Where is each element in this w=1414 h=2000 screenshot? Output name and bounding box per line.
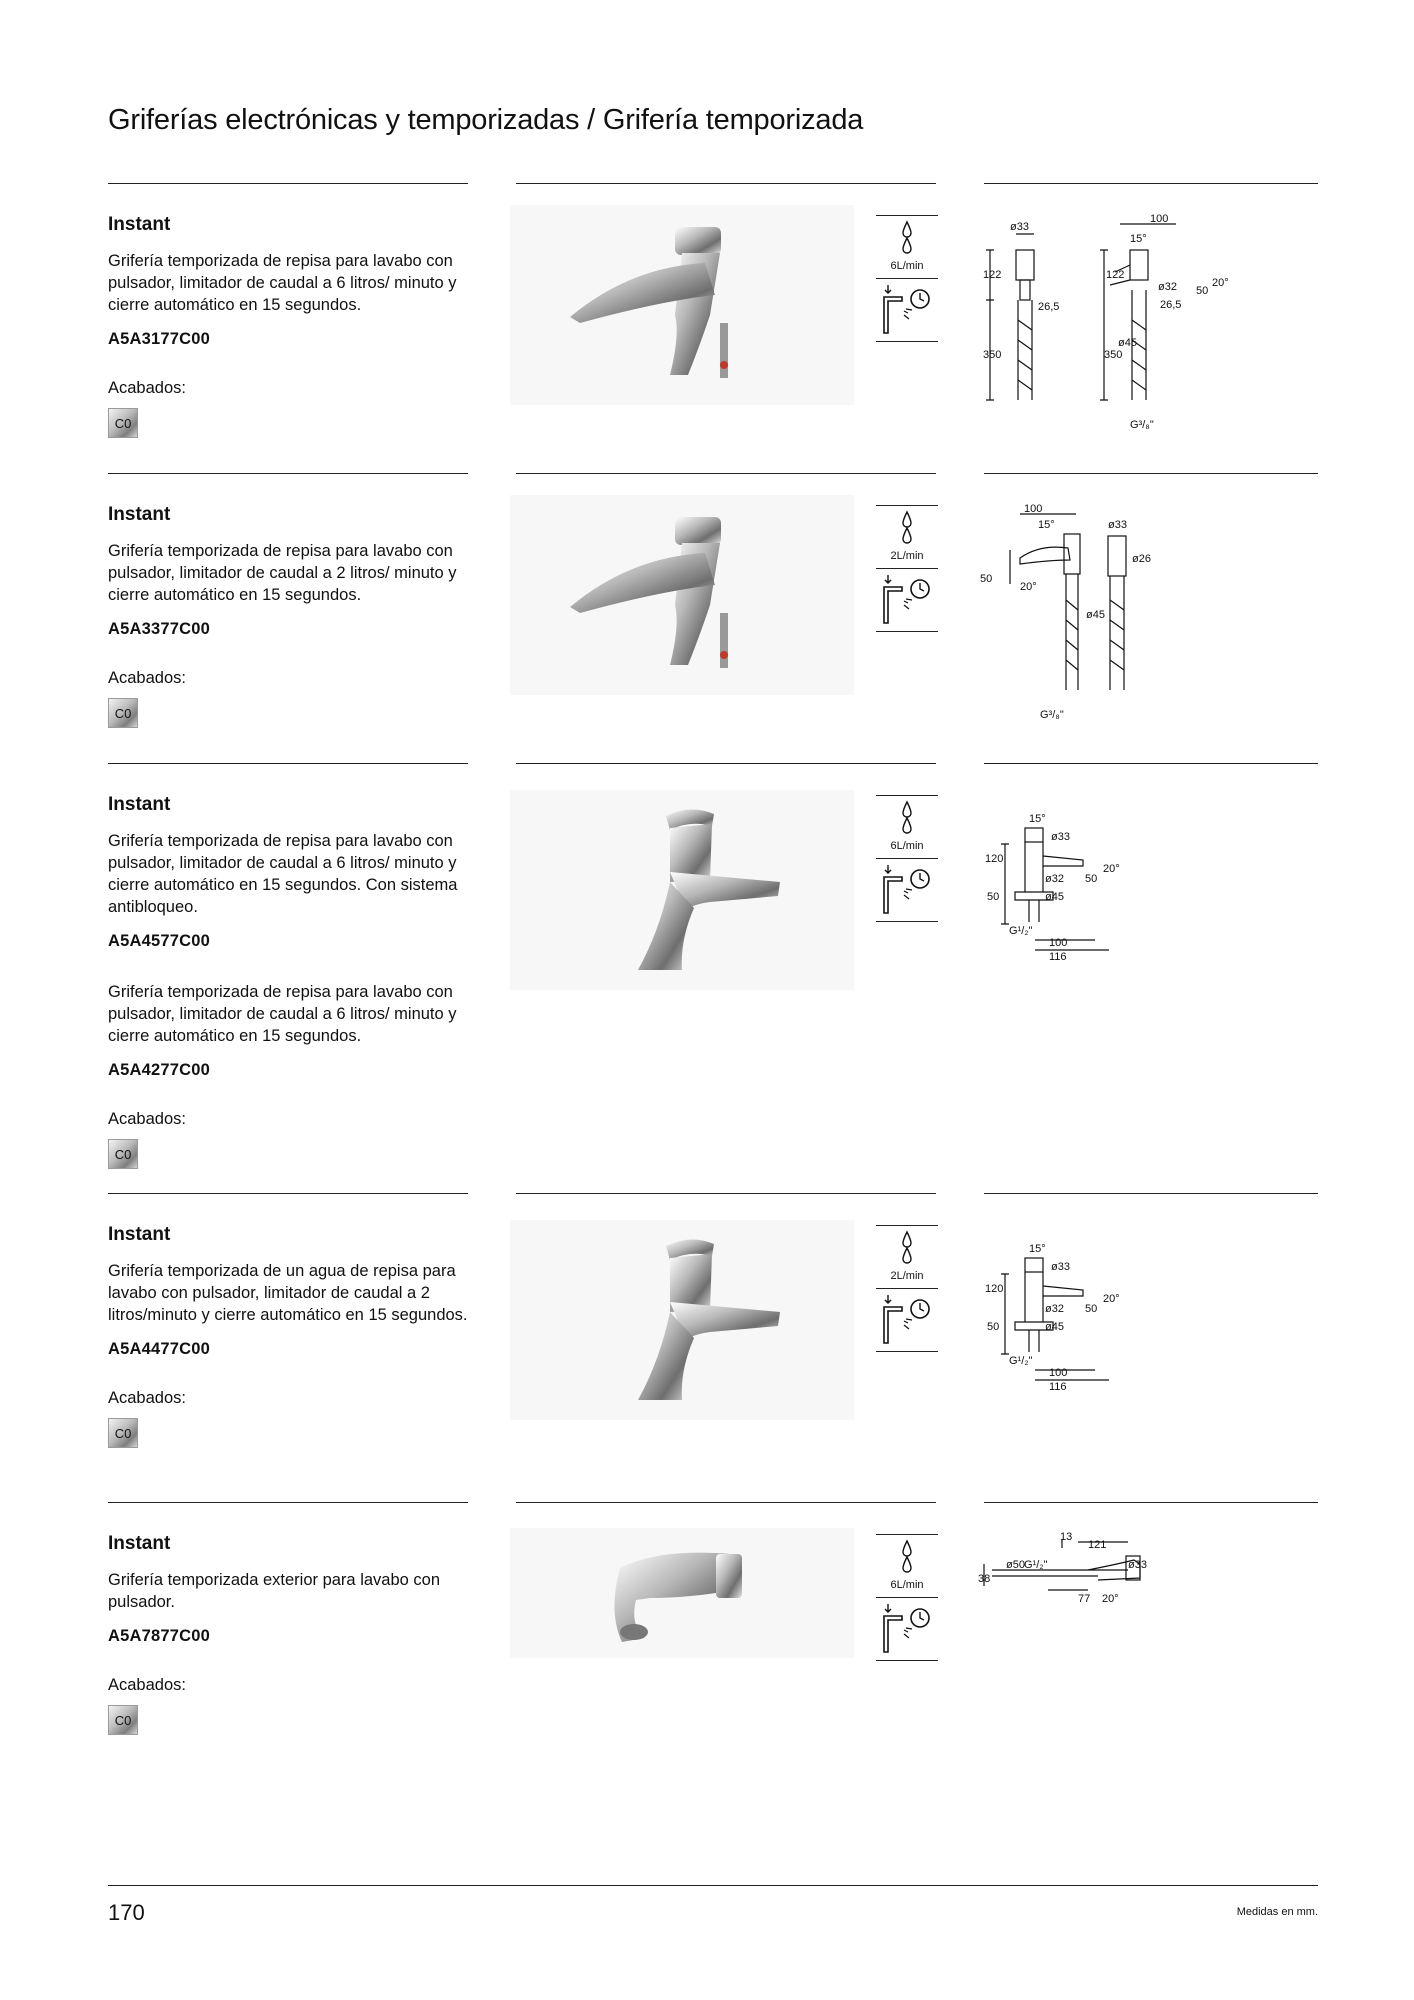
dimension-label: 15° <box>1029 813 1046 825</box>
dimension-label: 121 <box>1088 1539 1107 1551</box>
timed-faucet-icon <box>876 859 938 921</box>
timer-cell <box>876 858 938 922</box>
timer-cell <box>876 1597 938 1661</box>
product-block <box>108 1224 468 1448</box>
dimension-label: 350 <box>983 349 1002 361</box>
finish-swatch[interactable]: C0 <box>108 1705 138 1735</box>
technical-drawing <box>985 1230 1145 1405</box>
product-code: A5A4577C00 <box>108 932 210 950</box>
section-divider <box>108 763 468 764</box>
dimension-label: 120 <box>985 1283 1004 1295</box>
technical-drawing <box>980 500 1200 735</box>
dimension-label: 350 <box>1104 349 1123 361</box>
dimension-label: 100 <box>1049 1367 1068 1379</box>
dimension-label: 122 <box>983 269 1002 281</box>
dimension-label: 15° <box>1130 233 1147 245</box>
timer-cell <box>876 568 938 632</box>
flow-rate-label: 6L/min <box>890 260 924 272</box>
section-divider <box>984 1193 1318 1194</box>
timed-faucet-icon <box>876 569 938 631</box>
dimension-label: 20° <box>1103 863 1120 875</box>
water-drop-icon <box>876 216 938 256</box>
dimension-label: 116 <box>1049 951 1067 963</box>
section-divider <box>516 1502 936 1503</box>
footer-divider <box>108 1885 1318 1886</box>
flow-limit-cell <box>876 1225 938 1288</box>
feature-icons <box>876 215 938 342</box>
finish-swatch[interactable]: C0 <box>108 408 138 438</box>
finishes-label: Acabados: <box>108 379 186 397</box>
dimension-label: 116 <box>1049 1381 1067 1393</box>
product-name: Instant <box>108 504 171 525</box>
finish-swatch[interactable]: C0 <box>108 1139 138 1169</box>
dimension-label: 26,5 <box>1038 301 1060 313</box>
product-photo <box>510 495 854 695</box>
section-divider <box>984 183 1318 184</box>
dimension-label: 100 <box>1024 503 1043 515</box>
product-code: A5A4477C00 <box>108 1340 210 1358</box>
dimension-label: 50 <box>987 891 1000 903</box>
dimension-label: ø26 <box>1132 553 1151 565</box>
timer-cell <box>876 278 938 342</box>
product-name: Instant <box>108 1224 171 1245</box>
dimension-label: ø32 <box>1158 281 1177 293</box>
finishes-label: Acabados: <box>108 1110 186 1128</box>
dimension-label: 20° <box>1103 1293 1120 1305</box>
section-divider <box>108 1502 468 1503</box>
product-name: Instant <box>108 794 171 815</box>
feature-icons <box>876 1225 938 1352</box>
section-divider <box>984 1502 1318 1503</box>
dimension-label: ø50 <box>1006 1559 1025 1571</box>
timed-faucet-icon <box>876 1289 938 1351</box>
technical-drawing <box>985 800 1145 975</box>
dimension-label: 20° <box>1102 1593 1119 1605</box>
feature-icons <box>876 1534 938 1661</box>
water-drop-icon <box>876 796 938 836</box>
dimension-label: ø33 <box>1108 519 1127 531</box>
product-description: Grifería temporizada de repisa para lavabo con pulsador, limitador de caudal a 6 litros/ minuto y cierre automático en 15 segundos. Con sistema antibloqueo. <box>108 832 458 916</box>
product-description: Grifería temporizada exterior para lavabo con pulsador. <box>108 1571 440 1611</box>
dimension-label: ø45 <box>1086 609 1105 621</box>
product-code: A5A3177C00 <box>108 330 210 348</box>
product-photo <box>510 790 854 990</box>
section-divider <box>516 473 936 474</box>
flow-limit-cell <box>876 795 938 858</box>
product-code: A5A7877C00 <box>108 1627 210 1645</box>
section-divider <box>984 473 1318 474</box>
product-name: Instant <box>108 1533 171 1554</box>
timed-faucet-icon <box>876 279 938 341</box>
dimension-label: ø33 <box>1051 1261 1070 1273</box>
product-block <box>108 1533 468 1735</box>
feature-icons <box>876 795 938 922</box>
faucet-image <box>510 790 854 990</box>
section-divider <box>516 183 936 184</box>
dimension-label: 26,5 <box>1160 299 1182 311</box>
dimension-label: 50 <box>1085 873 1098 885</box>
timer-cell <box>876 1288 938 1352</box>
finishes-label: Acabados: <box>108 1676 186 1694</box>
page-number: 170 <box>108 1900 145 1925</box>
feature-icons <box>876 505 938 632</box>
flow-limit-cell <box>876 1534 938 1597</box>
dimension-label: ø32 <box>1045 873 1064 885</box>
dimension-label: 50 <box>1085 1303 1098 1315</box>
dimension-label: 13 <box>1060 1531 1073 1543</box>
product-description: Grifería temporizada de repisa para lavabo con pulsador, limitador de caudal a 6 litros/ minuto y cierre automático en 15 segundos. <box>108 983 457 1045</box>
finishes-label: Acabados: <box>108 669 186 687</box>
product-photo <box>510 1220 854 1420</box>
dimension-label: ø45 <box>1045 1321 1064 1333</box>
timed-faucet-icon <box>876 1598 938 1660</box>
dimension-label: ø32 <box>1045 1303 1064 1315</box>
faucet-image <box>510 205 854 405</box>
finish-swatch[interactable]: C0 <box>108 698 138 728</box>
flow-rate-label: 2L/min <box>890 1270 924 1282</box>
dimension-label: 100 <box>1049 937 1068 949</box>
product-description: Grifería temporizada de repisa para lavabo con pulsador, limitador de caudal a 2 litros/ minuto y cierre automático en 15 segundos. <box>108 542 457 604</box>
product-description: Grifería temporizada de un agua de repisa para lavabo con pulsador, limitador de caudal a 2 litros/minuto y cierre automático en 15 segundos. <box>108 1262 468 1324</box>
dimension-label: 50 <box>980 573 993 585</box>
section-divider <box>108 473 468 474</box>
product-code: A5A3377C00 <box>108 620 210 638</box>
dimension-label: 20° <box>1212 277 1229 289</box>
dimension-label: ø45 <box>1045 891 1064 903</box>
units-note: Medidas en mm. <box>1236 1906 1318 1918</box>
technical-drawing <box>978 1530 1178 1615</box>
flow-rate-label: 6L/min <box>890 840 924 852</box>
dimension-label: 50 <box>1196 285 1209 297</box>
dimension-label: ø33 <box>1128 1559 1147 1571</box>
flow-limit-cell <box>876 505 938 568</box>
dimension-label: G¹/₂" <box>1009 1355 1033 1367</box>
product-photo <box>510 205 854 405</box>
dimension-label: 120 <box>985 853 1004 865</box>
page-title: Griferías electrónicas y temporizadas / Grifería temporizada <box>108 104 864 136</box>
dimension-label: G¹/₂" <box>1024 1559 1048 1571</box>
section-divider <box>984 763 1318 764</box>
product-photo <box>510 1528 854 1658</box>
product-description: Grifería temporizada de repisa para lavabo con pulsador, limitador de caudal a 6 litros/ minuto y cierre automático en 15 segundos. <box>108 252 457 314</box>
water-drop-icon <box>876 1535 938 1575</box>
water-drop-icon <box>876 506 938 546</box>
dimension-label: 15° <box>1029 1243 1046 1255</box>
product-block <box>108 214 468 438</box>
dimension-label: ø45 <box>1118 337 1137 349</box>
section-divider <box>108 183 468 184</box>
faucet-image <box>510 495 854 695</box>
section-divider <box>516 1193 936 1194</box>
faucet-image <box>510 1528 854 1658</box>
dimension-label: G³/₈" <box>1130 419 1154 431</box>
finishes-label: Acabados: <box>108 1389 186 1407</box>
dimension-label: 38 <box>978 1573 991 1585</box>
dimension-label: 100 <box>1150 213 1169 225</box>
dimension-label: 20° <box>1020 581 1037 593</box>
product-block <box>108 504 468 728</box>
finish-swatch[interactable]: C0 <box>108 1418 138 1448</box>
section-divider <box>108 1193 468 1194</box>
faucet-image <box>510 1220 854 1420</box>
dimension-label: ø33 <box>1051 831 1070 843</box>
flow-rate-label: 6L/min <box>890 1579 924 1591</box>
dimension-label: 77 <box>1078 1593 1091 1605</box>
dimension-label: 50 <box>987 1321 1000 1333</box>
technical-drawing <box>980 210 1240 445</box>
dimension-label: G¹/₂" <box>1009 925 1033 937</box>
water-drop-icon <box>876 1226 938 1266</box>
product-name: Instant <box>108 214 171 235</box>
dimension-label: 15° <box>1038 519 1055 531</box>
dimension-label: ø33 <box>1010 221 1029 233</box>
flow-rate-label: 2L/min <box>890 550 924 562</box>
product-code: A5A4277C00 <box>108 1061 210 1079</box>
product-block <box>108 794 468 1169</box>
dimension-label: 122 <box>1106 269 1125 281</box>
flow-limit-cell <box>876 215 938 278</box>
section-divider <box>516 763 936 764</box>
dimension-label: G³/₈" <box>1040 709 1064 721</box>
